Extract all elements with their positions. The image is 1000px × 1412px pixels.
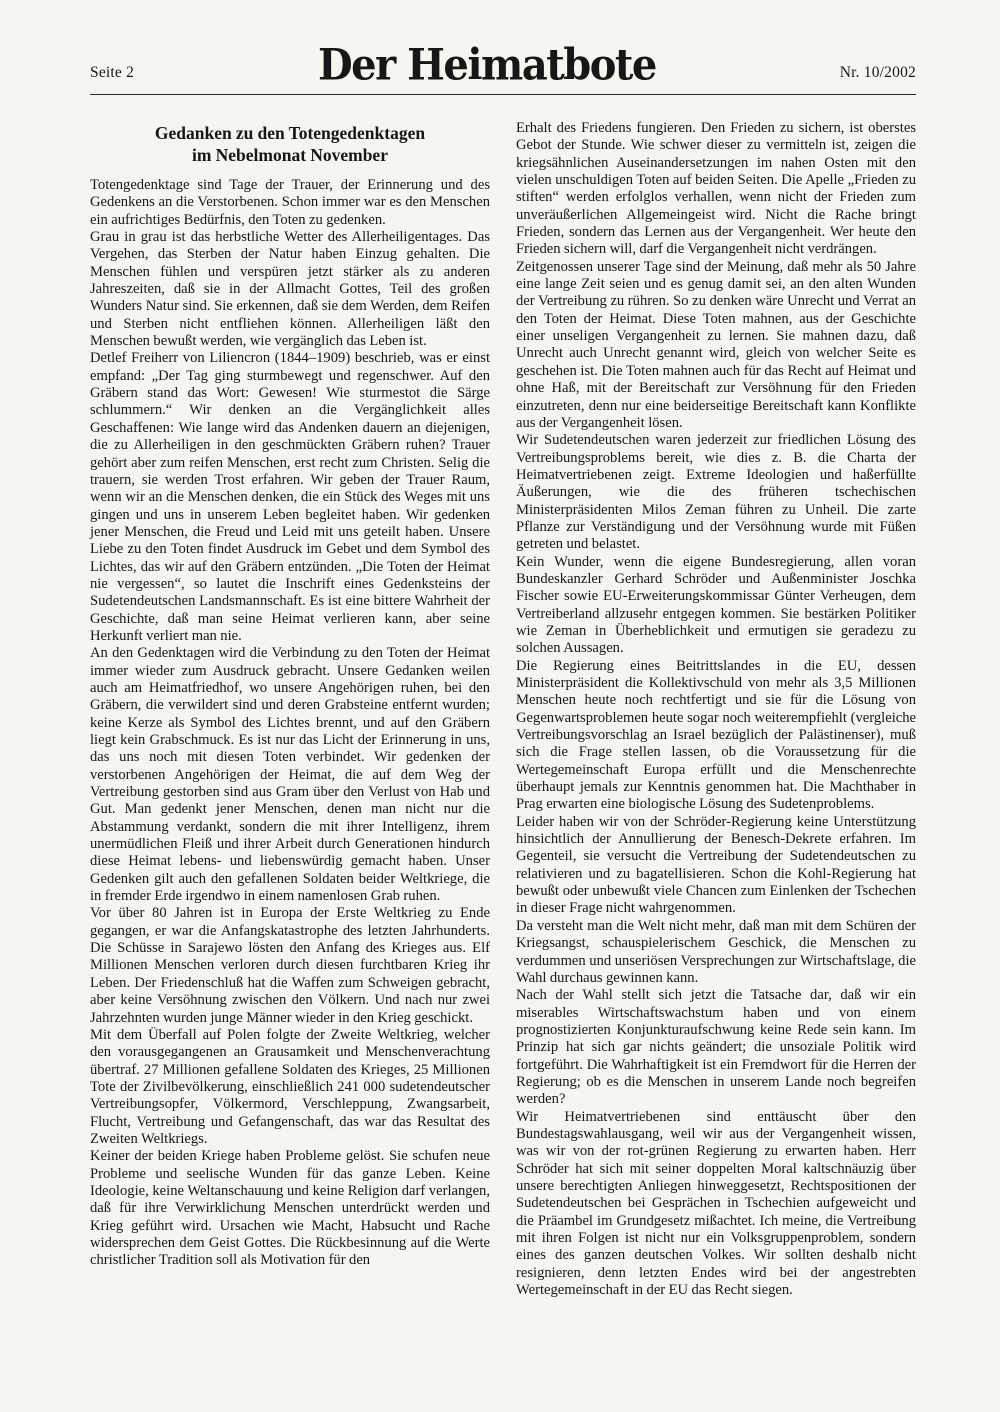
left-column-text — [90, 177, 490, 1270]
paragraph: Vor über 80 Jahren ist in Europa der Erste Weltkrieg zu Ende gegangen, er war die Anfangskatastrophe des letzten Jahrhunderts. Die Schüsse in Sarajewo lösten den Anfang des Krieges aus. Elf Millionen Menschen verloren durch diesen furchtbaren Krieg ihr Leben. Der Friedenschluß hat die Waffen zum Schweigen gebracht, aber keine Versöhnung zwischen den Völkern. Und nach nur zwei Jahrzehnten wurden junge Männer wieder in den Krieg geschickt. — [90, 905, 490, 1026]
right-column-text — [516, 120, 916, 1299]
page-number-label: Seite 2 — [90, 64, 135, 81]
paragraph: An den Gedenktagen wird die Verbindung zu den Toten der Heimat immer wieder zum Ausdruck gebracht. Unsere Gedanken weilen auch am Heimatfriedhof, wo unsere Angehörigen ruhen, bei den Gräbern, die verwildert sind und deren Grabsteine entfernt wurden; keine Kerze als Symbol des Lichtes brennt, und auf den Gräbern liegt kein Grabschmuck. Es ist nur das Licht der Erinnerung in uns, das uns noch mit diesen Toten verbindet. Wir gedenken der verstorbenen Angehörigen der Heimat, die auf dem Weg der Vertreibung gestorben sind aus Gram über den Verlust von Hab und Gut. Man gedenkt jener Menschen, denen man nicht nur die Abstammung verdankt, sondern die mit ihrer Intelligenz, ihrem unermüdlichen Fleiß und ihrer Arbeit durch Generationen hindurch diese Heimat lebens- und liebenswürdig gemacht haben. Unser Gedenken gilt auch den gefallenen Soldaten beider Weltkriege, die in fremder Erde irgendwo in einem namenlosen Grab ruhen. — [90, 645, 490, 905]
article-title-line-1: Gedanken zu den Totengedenktagen — [154, 123, 426, 143]
article-body — [90, 120, 916, 1299]
paragraph: Da versteht man die Welt nicht mehr, daß man mit dem Schüren der Kriegsangst, schauspielerischem Geschick, die Menschen zu verdummen und unseriösen Versprechungen zur Wirtschaftslage, die Wahl durchaus gewinnen kann. — [516, 917, 916, 986]
paragraph: Nach der Wahl stellt sich jetzt die Tatsache dar, daß wir ein miserables Wirtschaftswachstum haben und von einem prognostizierten Konjunkturaufschwung keine Rede sein kann. Im Prinzip hat sich gar nichts geändert; die unsoziale Politik wird fortgeführt. Die Wahrhaftigkeit ist ein Fremdwort für die Herren der Regierung; ob es die Menschen in unserem Lande noch begreifen werden? — [516, 987, 916, 1108]
page-header — [90, 39, 916, 95]
paragraph: Keiner der beiden Kriege haben Probleme gelöst. Sie schufen neue Probleme und seelische Wunden für das ganze Leben. Keine Ideologie, keine Weltanschauung und keine Religion darf verlangen, daß für ihre Verwirklichung Menschen unterdrückt werden und Krieg geführt wird. Ursachen wie Macht, Habsucht und Rache widersprechen dem Geist Gottes. Die Rückbesinnung auf die Werte christlicher Tradition soll als Motivation für den — [90, 1148, 490, 1269]
paragraph: Detlef Freiherr von Liliencron (1844–1909) beschrieb, was er einst empfand: „Der Tag ging sturmbewegt und regenschwer. Auf den Gräbern stand das Wort: Gewesen! Wie sturmestot die Särge schlummern.“ Wir denken an die Vergänglichkeit alles Geschaffenen: Wie lange wird das Andenken dauern an diejenigen, die zu Allerheiligen in den geschmückten Gräbern ruhen? Trauer gehört aber zum reifen Menschen, erst recht zum Christen. Selig die trauern, sie werden Trost erfahren. Wir geben der Trauer Raum, wenn wir an die Menschen denken, die ein Stück des Weges mit uns gingen und uns in unserem Leben begleitet haben. Wir gedenken jener Menschen, die Freud und Leid mit uns geteilt haben. Unsere Liebe zu den Toten findet Ausdruck im Gebet und dem Symbol des Lichtes, das wir auf den Gräbern entzünden. „Die Toten der Heimat nie vergessen“, so lautet die Inschrift eines Gedenksteins der Sudetendeutschen Landsmannschaft. Es ist eine bittere Wahrheit der Geschichte, daß man seine Heimat verlieren kann, aber seine Herkunft verliert man nie. — [90, 350, 490, 644]
paragraph: Leider haben wir von der Schröder-Regierung keine Unterstützung hinsichtlich der Annullierung der Benesch-Dekrete erfahren. Im Gegenteil, sie versucht die Vertreibung der Sudetendeutschen zu relativieren und zu bagatellisieren. Schon die Kohl-Regierung hat bewußt oder unbewußt viele Chancen zum Einlenken der Tschechen in dieser Frage nicht wahrgenommen. — [516, 813, 916, 917]
paragraph: Wir Sudetendeutschen waren jederzeit zur friedlichen Lösung des Vertreibungsproblems bereit, wie dies z. B. die Charta der Heimatvertriebenen zeigt. Extreme Ideologien und haßerfüllte Äußerungen, wie die des früheren tschechischen Ministerpräsidenten Milos Zeman führen zu Unheil. Die zarte Pflanze zur Verständigung und der Versöhnung wurde mit Füßen getreten und belastet. — [516, 432, 916, 553]
paragraph: Kein Wunder, wenn die eigene Bundesregierung, allen voran Bundeskanzler Gerhard Schröder und Außenminister Joschka Fischer sowie EU-Erweiterungskommissar Günter Verheugen, dem Vertreiberland allzusehr entgegen kommen. Sie bestärken Politiker wie Zeman in Überheblichkeit und ermutigen sie geradezu zu solchen Aussagen. — [516, 553, 916, 657]
article-title-line-2: im Nebelmonat November — [192, 145, 388, 165]
paragraph: Erhalt des Friedens fungieren. Den Frieden zu sichern, ist oberstes Gebot der Stunde. Wie schwer dieser zu vermitteln ist, zeigen die kriegsähnlichen Auseinandersetzungen im nahen Osten mit den vielen unschuldigen Toten auf beiden Seiten. Die Apelle „Frieden zu stiften“ werden erfolglos verhallen, wenn nicht der Frieden zum unveräußerlichen Allgemeingeist wird. Nicht die Rache bringt Frieden, sondern das Lernen aus der Vergangenheit. Wer heute den Frieden sichern will, darf die Vergangenheit nicht verdrängen. — [516, 120, 916, 258]
article-title — [90, 122, 490, 166]
paragraph: Grau in grau ist das herbstliche Wetter des Allerheiligentages. Das Vergehen, das Sterben der Natur haben Einzug gehalten. Die Menschen fühlen und verspüren jetzt stärker als zu anderen Jahreszeiten, daß sie in der Allmacht Gottes, Teil des großen Wunders Natur sind. Sie erkennen, daß sie dem Werden, dem Reifen und Sterben nicht entfliehen können. Allerheiligen läßt den Menschen bewußt werden, wie vergänglich das Leben ist. — [90, 229, 490, 350]
issue-number-label: Nr. 10/2002 — [839, 64, 916, 81]
paragraph: Wir Heimatvertriebenen sind enttäuscht über den Bundestagswahlausgang, weil wir aus der Vergangenheit wissen, was wir von der rot-grünen Regierung zu erwarten haben. Herr Schröder hat sich mit seiner doppelten Moral kaltschnäuzig über unsere berechtigten Anliegen hinweggesetzt, Rechtspositionen der Sudetendeutschen bei Gesprächen in Tschechien aufgeweicht und die Präambel im Grundgesetz mißachtet. Ich meine, die Vertreibung mit ihren Folgen ist nicht nur ein Volksgruppenproblem, sondern eines des ganzen deutschen Volkes. Wir sollten deshalb nicht resignieren, denn letzten Endes wird bei der angestrebten Wertegemeinschaft in der EU das Recht siegen. — [516, 1108, 916, 1299]
paragraph: Zeitgenossen unserer Tage sind der Meinung, daß mehr als 50 Jahre eine lange Zeit seien und es genug damit sei, an den alten Wunden der Vertreibung zu rühren. So zu denken wäre Unrecht und Verrat an den Toten der Heimat. Diese Toten mahnen, aus der Geschichte einer unseligen Vergangenheit zu lernen. Sie mahnen dazu, daß Unrecht auch Unrecht genannt wird, gleich von welcher Seite es geschehen ist. Die Toten mahnen auch für das Recht auf Heimat und ohne Haß, mit der Bereitschaft zur Versöhnung für den Frieden einzutreten, denn nur eine beiderseitige Bereitschaft kann Konflikte aus der Vergangenheit lösen. — [516, 258, 916, 431]
paragraph: Die Regierung eines Beitrittslandes in die EU, dessen Ministerpräsident die Kollektivschuld von mehr als 3,5 Millionen Menschen heute noch rechtfertigt und sie für die Lösung von Gegenwartsproblemen heute sogar noch weiterempfiehlt (vergleiche Vertreibungsvorschlag an Israel bezüglich der Palästinenser), muß sich die Frage stellen lassen, ob die Voraussetzung für die Wertegemeinschaft Europa erfüllt und die Menschenrechte überhaupt jemals zur Kenntnis genommen hat. Die Machthaber in Prag erwarten eine biologische Lösung des Sudetenproblems. — [516, 657, 916, 813]
right-column — [516, 120, 916, 1299]
paragraph: Totengedenktage sind Tage der Trauer, der Erinnerung und des Gedenkens an die Verstorbenen. Schon immer war es den Menschen ein aufrichtiges Bedürfnis, den Toten zu gedenken. — [90, 177, 490, 228]
left-column — [90, 120, 490, 1299]
masthead-title: Der Heimatbote — [317, 39, 656, 91]
paragraph: Mit dem Überfall auf Polen folgte der Zweite Weltkrieg, welcher den vorausgegangenen an Grausamkeit und Menschenverachtung übertraf. 27 Millionen gefallene Soldaten des Krieges, 25 Millionen Tote der Zivilbevölkerung, einschließlich 241 000 sudetendeutscher Vertreibungsopfer, Völkermord, Verschleppung, Zwangsarbeit, Flucht, Vertreibung und Gefangenschaft, das war das Resultat des Zweiten Weltkriegs. — [90, 1026, 490, 1147]
